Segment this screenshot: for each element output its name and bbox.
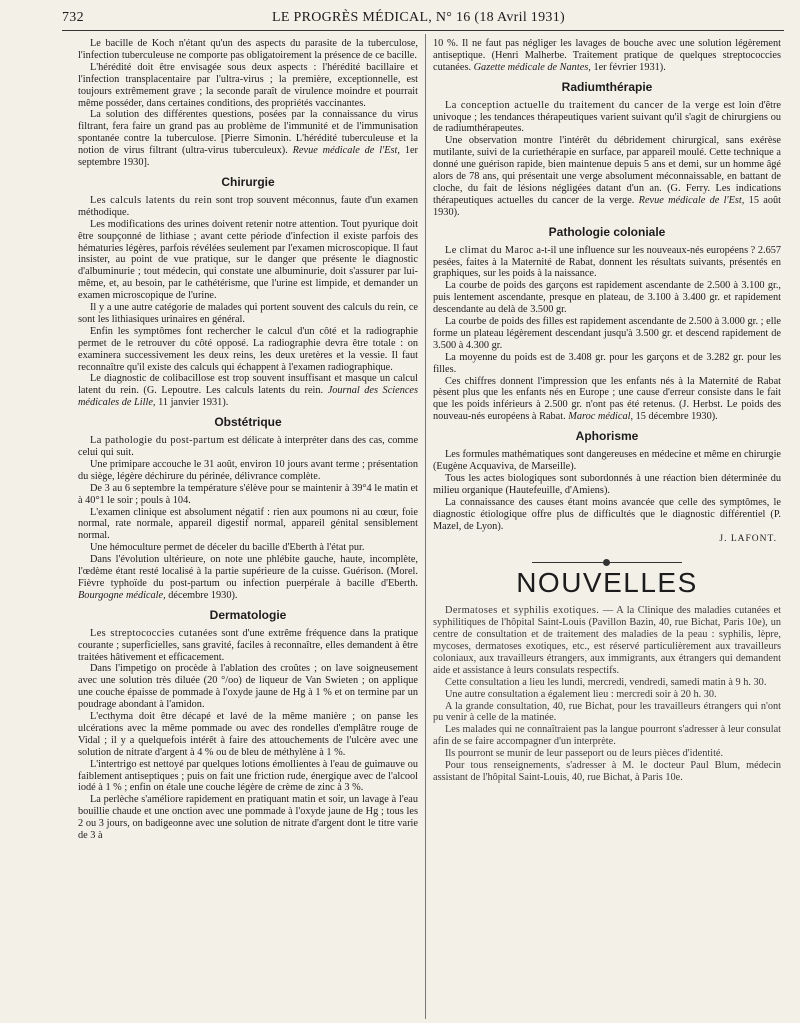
coloniale-paragraph-1: Le climat du Maroc a-t-il une influence sur les nouveaux-nés européens ? 2.657 pesées, faites à la Maternité de Rabat, donnent les résultats suivants, présentés en graphiques, sur les poids à la naissance. <box>433 244 781 280</box>
radium-paragraph-1: La conception actuelle du traitement du cancer de la verge est loin d'être univoque ; les tendances thérapeutiques varient suivant qu'il s'agit de chirurgiens ou de radiumthérapeutes. <box>433 99 781 135</box>
chirurgie-paragraph-5: Le diagnostic de colibacillose est trop souvent insuffisant et masque un calcul latent du rein. (G. Lepoutre. Les calculs latents du rein. Journal des Sciences médicales de Lille, 11 janvier 1931). <box>78 373 418 409</box>
section-heading-dermatologie: Dermatologie <box>209 607 287 622</box>
intro-paragraph-2: L'hérédité doit être envisagée sous deux aspects : l'hérédité bacillaire et l'infection transplacentaire par l'ultra-virus ; la première, exceptionnelle, est toujours extrêmement grave ; la seconde paraît de virulence moindre et pourrait même posséder, dans certaines conditions, des propriétés vaccinantes. <box>78 61 418 109</box>
intro-paragraph-1: Le bacille de Koch n'étant qu'un des aspects du parasite de la tuberculose, l'infection tuberculeuse ne comporte pas obligatoirement la présence de ce bacille. <box>78 38 418 61</box>
page-number: 732 <box>62 10 84 25</box>
section-heading-pathologie-coloniale: Pathologie coloniale <box>548 224 666 239</box>
aphorisme-paragraph-3: La connaissance des causes étant moins avancée que celle des symptômes, le diagnostic étiologique offre plus de difficultés que le diagnostic différentiel (P. Mazel, de Lyon). <box>433 496 781 532</box>
aphorisme-paragraph-2: Tous les actes biologiques sont subordonnés à une réaction bien déterminée du milieu organique (Hautefeuille, d'Amiens). <box>433 472 781 496</box>
obstetrique-paragraph-2: Une primipare accouche le 31 août, environ 10 jours avant terme ; présentation du siège, légère déchirure du périnée, délivrance complète. <box>78 458 418 482</box>
nouvelles-paragraph-4: A la grande consultation, 40, rue Bichat, pour les travailleurs étrangers qui n'ont pu venir à celle de la matinée. <box>433 700 781 724</box>
obstetrique-paragraph-5: Une hémoculture permet de déceler du bacille d'Eberth à l'état pur. <box>90 542 365 554</box>
dermatologie-paragraph-5: La perlèche s'améliore rapidement en pratiquant matin et soir, un lavage à l'eau bouillie chaude et une onction avec une pommade à l'oxyde jaune de Hg ; tous les 2 ou 3 jours, on badigeonne avec une solution de nitrate d'argent dont le titre varie de 3 à <box>78 794 418 842</box>
section-heading-obstetrique: Obstétrique <box>214 415 282 430</box>
nouvelles-block <box>433 605 781 784</box>
right-column <box>433 38 781 1016</box>
dermatologie-paragraph-2: Dans l'impetigo on procède à l'ablation des croûtes ; on lave soigneusement avec une solution très diluée (20 °/oo) de liqueur de Van Swieten ; on applique une couche épaisse de pommade à l'oxyde jaune de Hg à 1 % et on termine par un poudrage abondant à l'amidon. <box>78 663 418 711</box>
nouvelles-paragraph-6: Ils pourront se munir de leur passeport ou de leurs pièces d'identité. <box>445 748 724 760</box>
dermatologie-paragraph-4: L'intertrigo est nettoyé par quelques lotions émollientes à l'eau de guimauve ou faiblement antiseptiques ; puis on fait une friction rude, énergique avec de l'alcool iodé à 1 % ; enfin on étale une couche légère de crème de zinc à 3 %. <box>78 758 418 794</box>
coloniale-paragraph-3: La courbe de poids des filles est rapidement ascendante de 2.500 à 3.000 gr. ; elle forme un plateau légèrement descendant jusqu'à 3.500 gr. et descend rapidement de 3.500 à 4.300 gr. <box>433 316 781 351</box>
chirurgie-paragraph-3: Il y a une autre catégorie de malades qui portent souvent des calculs du rein, ce sont les lithiasiques urinaires en général. <box>78 302 418 325</box>
obstetrique-paragraph-3: De 3 au 6 septembre la température s'élève pour se maintenir à 39°4 le matin et à 40°1 le soir ; pouls à 104. <box>78 482 418 506</box>
coloniale-paragraph-4: La moyenne du poids est de 3.408 gr. pour les garçons et de 3.282 gr. pour les filles. <box>433 351 781 375</box>
obstetrique-paragraph-6: Dans l'évolution ultérieure, on note une phlébite gauche, haute, incomplète, l'œdème étant resté localisé à la partie supérieure de la cuisse. Guérison. (Morel. Fièvre typhoïde du post-partum ou infection puerpérale à bacille d'Eberth. Bourgogne médicale, décembre 1930). <box>78 554 418 601</box>
nouvelles-heading: NOUVELLES <box>516 567 698 599</box>
radium-paragraph-2: Une observation montre l'intérêt du débridement chirurgical, sans exérèse mutilante, suivi de la curiethérapie en surface, par appareil moulé. Cette technique a donné une guérison rapide, bien maintenue depuis 5 ans et demi, sur un homme âgé alors de 78 ans, qui présentait une verge absolument méconnaissable, en battant de cloche, du fait de lésions négligées datant d'un an. (G. Ferry. Les indications thérapeutiques actuelles du cancer de la verge. Revue médicale de l'Est, 15 août 1930). <box>433 135 781 218</box>
author-signature: J. LAFONT. <box>719 534 777 545</box>
left-column <box>78 38 418 1016</box>
section-heading-aphorisme: Aphorisme <box>575 429 639 444</box>
nouvelles-paragraph-3: Une autre consultation a également lieu : mercredi soir à 20 h. 30. <box>445 688 717 700</box>
dermatologie-paragraph-1: Les streptococcies cutanées sont d'une extrême fréquence dans la pratique courante ; superficielles, sans gravité, faciles à reconnaître, elles demandent à être traitées hâtivement et efficacement. <box>78 627 418 663</box>
chirurgie-paragraph-2: Les modifications des urines doivent retenir notre attention. Tout pyurique doit être soupçonné de lithiase ; avant cette période d'infection il existe parfois des hématuries légères, parfois révélées seulement par l'examen microscopique. Il faut insister, au point de vue pratique, sur le danger que présente le diagnostic d'albuminurie ; tout médecin, qui constate une albuminurie, doit s'assurer par lui-même, et, au besoin, par le cathétérisme, que l'urine est limpide, et demander un examen microscopique de l'urine. <box>78 218 418 302</box>
coloniale-paragraph-5: Ces chiffres donnent l'impression que les enfants nés à la Maternité de Rabat pèsent plus que les enfants nés en Europe ; une cause d'erreur consiste dans le fait que les poids inférieurs à 2.500 gr. n'ont pas été retenus. (J. Herbst. Le poids des nouveau-nés européens à Rabat. Maroc médical, 15 décembre 1930). <box>433 375 781 423</box>
journal-title: LE PROGRÈS MÉDICAL, N° 16 (18 Avril 1931) <box>272 10 565 25</box>
section-heading-chirurgie: Chirurgie <box>221 174 275 189</box>
obstetrique-paragraph-4: L'examen clinique est absolument négatif : rien aux poumons ni au cœur, foie normal, rate normale, appareil digestif normal, appareil génital sensiblement normal. <box>78 506 418 542</box>
separator-dot-icon <box>603 559 610 566</box>
page-header <box>62 6 782 30</box>
nouvelles-paragraph-2: Cette consultation a lieu les lundi, mercredi, vendredi, samedi matin à 9 h. 30. <box>445 676 767 688</box>
nouvelles-paragraph-1: Dermatoses et syphilis exotiques. — A la Clinique des maladies cutanées et syphilitiques de l'hôpital Saint-Louis (Pavillon Bazin, 40, rue Bichat, Paris 10e), un centre de consultation et de traitement des maladies de la peau : syphilis, lèpre, mycoses, dermatoses exotiques, etc., est réservé particulièrement aux travailleurs coloniaux, aux travailleurs étrangers, aux immigrants, aux étrangers qui demandent aide et assistance à leurs consulats respectifs. <box>433 605 781 676</box>
dermatologie-paragraph-3: L'ecthyma doit être décapé et lavé de la même manière ; on panse les ulcérations avec la même pommade ou avec des rondelles d'emplâtre rouge de Vidal ; il y a quelquefois intérêt à faire des attouchements de l'ulcère avec une solution de nitrate d'argent à 4 % ou de bleu de méthylène à 1 %. <box>78 711 418 758</box>
column-divider <box>425 34 426 1019</box>
coloniale-paragraph-2: La courbe de poids des garçons est rapidement ascendante de 2.500 à 3.100 gr., puis lentement ascendante, presque en plateau, de 3.100 à 3.400 gr. et rapidement descendante au delà de 3.500 gr. <box>433 280 781 316</box>
dermatologie-continuation: 10 %. Il ne faut pas négliger les lavages de bouche avec une solution légèrement antiseptique. (Henri Malherbe. Traitement pratique de quelques streptococcies cutanées. Gazette médicale de Nantes, 1er février 1931). <box>433 38 781 73</box>
chirurgie-paragraph-1: Les calculs latents du rein sont trop souvent méconnus, faute d'un examen méthodique. <box>78 194 418 218</box>
nouvelles-paragraph-7: Pour tous renseignements, s'adresser à M. le docteur Paul Blum, médecin assistant de l'hôpital Saint-Louis, 40, rue Bichat, à Paris 10e. <box>433 760 781 783</box>
section-heading-radiumtherapie: Radiumthérapie <box>561 79 653 94</box>
aphorisme-paragraph-1: Les formules mathématiques sont dangereuses en médecine et même en chirurgie (Eugène Acquaviva, de Marseille). <box>433 449 781 472</box>
obstetrique-paragraph-1: La pathologie du post-partum est délicate à interpréter dans des cas, comme celui qui suit. <box>78 435 418 458</box>
intro-paragraph-3: La solution des différentes questions, posées par la connaissance du virus filtrant, fera faire un grand pas au problème de l'immunité et de l'immunisation spontanée contre la tuberculose. [Pierre Simonin. L'hérédité tuberculeuse et la notion de virus filtrant (ultra-virus tuberculeux). Revue médicale de l'Est, 1er septembre 1930]. <box>78 109 418 169</box>
header-rule <box>62 30 784 31</box>
nouvelles-paragraph-5: Les malades qui ne connaîtraient pas la langue pourront s'adresser à leur consulat afin de se faire accompagner d'un interprète. <box>433 724 781 748</box>
chirurgie-paragraph-4: Enfin les symptômes font rechercher le calcul d'un côté et la radiographie permet de le retrouver du côté opposé. La radiographie devra être totale : on examinera successivement les deux reins, les deux uretères et la vessie. Il faut reconnaître qu'il existe des calculs qui échappent à l'examen radiographique. <box>78 325 418 373</box>
section-separator <box>532 562 682 563</box>
